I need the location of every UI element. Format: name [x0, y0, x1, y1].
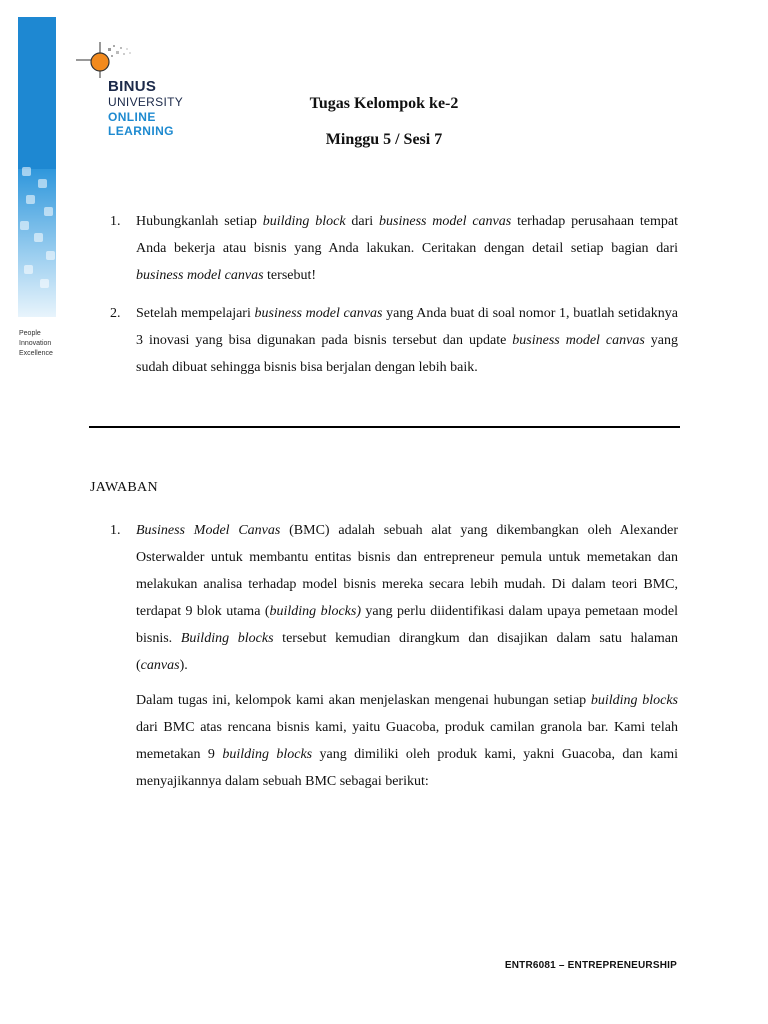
italic-term: Business Model Canvas	[136, 523, 281, 538]
answer-number: 1.	[110, 523, 121, 538]
logo-text-learning: LEARNING	[108, 124, 174, 138]
logo-text-university: UNIVERSITY	[108, 95, 184, 109]
question-item	[110, 208, 678, 289]
stripe-gradient	[18, 169, 56, 317]
italic-term: building blocks	[222, 747, 313, 762]
page-footer-course: ENTR6081 – ENTREPRENEURSHIP	[504, 960, 677, 971]
italic-term: business model canvas	[254, 306, 383, 321]
stripe-square	[46, 251, 55, 260]
italic-term: business model canvas	[379, 214, 512, 229]
stripe-square	[40, 279, 49, 288]
tagline-line: People	[19, 330, 41, 337]
stripe-square	[34, 233, 43, 242]
section-divider	[89, 426, 680, 428]
question-number: 1.	[110, 214, 121, 229]
question-item	[110, 300, 678, 381]
logo-text-binus: BINUS	[108, 78, 157, 95]
question-number: 2.	[110, 306, 121, 321]
italic-term: canvas	[140, 658, 180, 673]
stripe-square	[24, 265, 33, 274]
answer-list	[110, 517, 678, 795]
answer-paragraph: Dalam tugas ini, kelompok kami akan menjelaskan mengenai hubungan setiap building blocks dari BMC atas rencana bisnis kami, yaitu Guacoba, produk camilan granola bar. Kami telah memetakan 9 building blocks yang dimiliki oleh produk kami, yakni Guacoba, dan kami menyajikannya dalam sebuah BMC sebagai berikut:	[136, 693, 679, 789]
page-title: Tugas Kelompok ke-2	[309, 95, 459, 112]
italic-term: Building blocks	[180, 631, 274, 646]
italic-term: building blocks)	[269, 604, 361, 619]
italic-term: building blocks	[590, 693, 678, 708]
stripe-square	[44, 207, 53, 216]
question-list	[110, 208, 678, 392]
logo-text-online: ONLINE	[108, 110, 156, 124]
question-text: Hubungkanlah setiap building block dari business model canvas terhadap perusahaan tempat Anda bekerja atau bisnis yang Anda lakukan. Ceritakan dengan detail setiap bagian dari business model canvas tersebut!	[136, 214, 678, 283]
stripe-square	[22, 167, 31, 176]
answer-heading: JAWABAN	[90, 480, 158, 495]
stripe-square	[26, 195, 35, 204]
tagline-line: Innovation	[19, 340, 52, 347]
italic-term: building block	[262, 214, 346, 229]
page-subtitle: Minggu 5 / Sesi 7	[325, 131, 443, 148]
binus-emblem-icon	[74, 38, 144, 82]
italic-term: business model canvas	[512, 333, 645, 348]
stripe-square	[38, 179, 47, 188]
binus-logo	[72, 36, 192, 146]
tagline-line: Excellence	[19, 350, 53, 357]
answer-paragraph: Business Model Canvas (BMC) adalah sebuah alat yang dikembangkan oleh Alexander Osterwalder untuk membantu entitas bisnis dan entrepreneur pemula untuk memetakan dan melakukan analisa terhadap model bisnis mereka secara lebih mudah. Di dalam teori BMC, terdapat 9 blok utama (building blocks) yang perlu diidentifikasi dalam upaya pemetaan model bisnis. Building blocks tersebut kemudian dirangkum dan disajikan dalam satu halaman (canvas).	[136, 523, 678, 673]
side-decorative-stripe	[18, 17, 56, 317]
sidebar-tagline	[19, 329, 53, 359]
stripe-square	[20, 221, 29, 230]
question-text: Setelah mempelajari business model canvas yang Anda buat di soal nomor 1, buatlah setidaknya 3 inovasi yang bisa digunakan pada bisnis tersebut dan update business model canvas yang sudah dibuat sehingga bisnis bisa berjalan dengan lebih baik.	[136, 306, 678, 375]
italic-term: business model canvas	[136, 268, 264, 283]
answer-item	[110, 517, 678, 679]
